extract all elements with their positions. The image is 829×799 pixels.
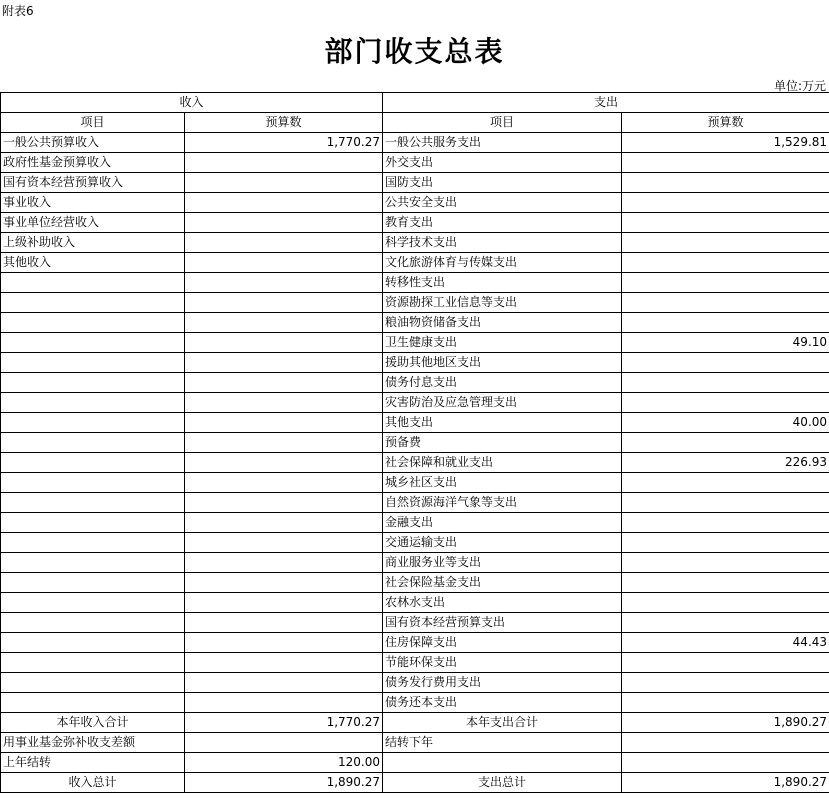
income-item-cell (1, 373, 185, 393)
page-title: 部门收支总表 (324, 35, 505, 68)
table-row (1, 233, 829, 253)
income-item-cell: 收入总计 (1, 773, 185, 793)
income-amount-cell (185, 493, 383, 513)
income-item-cell (1, 613, 185, 633)
expense-item-cell: 卫生健康支出 (383, 333, 622, 353)
expense-amount-cell (622, 673, 829, 693)
income-item-cell (1, 433, 185, 453)
income-item-cell: 一般公共预算收入 (1, 133, 185, 153)
income-amount-cell: 1,890.27 (185, 773, 383, 793)
income-amount-cell (185, 293, 383, 313)
income-item-cell (1, 453, 185, 473)
income-amount-cell (185, 433, 383, 453)
expense-amount-cell (622, 173, 829, 193)
table-row (1, 593, 829, 613)
table-row (1, 653, 829, 673)
income-amount-cell (185, 313, 383, 333)
expense-item-cell: 预备费 (383, 433, 622, 453)
expense-item-cell: 支出总计 (383, 773, 622, 793)
income-amount-cell (185, 233, 383, 253)
expense-amount-cell (622, 653, 829, 673)
header-row-sections (1, 93, 829, 113)
expense-item-cell: 金融支出 (383, 513, 622, 533)
expense-item-cell: 国防支出 (383, 173, 622, 193)
income-amount-cell: 1,770.27 (185, 133, 383, 153)
expense-item-cell: 粮油物资储备支出 (383, 313, 622, 333)
income-item-cell (1, 533, 185, 553)
expense-item-cell: 外交支出 (383, 153, 622, 173)
table-row (1, 213, 829, 233)
expense-amount-cell (622, 193, 829, 213)
expense-amount-cell (622, 373, 829, 393)
income-amount-cell (185, 693, 383, 713)
income-item-cell (1, 493, 185, 513)
table-row (1, 553, 829, 573)
expense-budget-header: 预算数 (622, 113, 829, 133)
table-row (1, 473, 829, 493)
income-amount-cell (185, 553, 383, 573)
expense-header: 支出 (383, 93, 829, 113)
budget-table (0, 92, 829, 793)
income-amount-cell (185, 733, 383, 753)
expense-item-cell: 资源勘探工业信息等支出 (383, 293, 622, 313)
attachment-label: 附表6 (2, 4, 34, 18)
income-amount-cell (185, 273, 383, 293)
table-row (1, 253, 829, 273)
table-row (1, 633, 829, 653)
income-header: 收入 (1, 93, 383, 113)
table-row (1, 333, 829, 353)
expense-item-cell: 商业服务业等支出 (383, 553, 622, 573)
expense-amount-cell (622, 473, 829, 493)
expense-item-cell: 债务还本支出 (383, 693, 622, 713)
expense-item-cell: 公共安全支出 (383, 193, 622, 213)
table-row (1, 273, 829, 293)
income-amount-cell (185, 613, 383, 633)
expense-amount-cell (622, 733, 829, 753)
expense-item-cell: 灾害防治及应急管理支出 (383, 393, 622, 413)
expense-amount-cell: 1,890.27 (622, 773, 829, 793)
income-item-cell (1, 673, 185, 693)
income-item-cell: 政府性基金预算收入 (1, 153, 185, 173)
income-amount-cell (185, 573, 383, 593)
income-amount-cell (185, 533, 383, 553)
income-amount-cell (185, 473, 383, 493)
expense-amount-cell (622, 693, 829, 713)
table-row (1, 693, 829, 713)
expense-item-cell: 债务发行费用支出 (383, 673, 622, 693)
expense-item-cell: 本年支出合计 (383, 713, 622, 733)
expense-item-cell: 国有资本经营预算支出 (383, 613, 622, 633)
income-item-cell: 本年收入合计 (1, 713, 185, 733)
expense-amount-cell (622, 753, 829, 773)
income-amount-cell (185, 373, 383, 393)
table-row (1, 573, 829, 593)
unit-label: 单位:万元 (773, 79, 826, 93)
table-row (1, 413, 829, 433)
expense-amount-cell (622, 493, 829, 513)
expense-amount-cell (622, 573, 829, 593)
expense-amount-cell (622, 293, 829, 313)
income-item-cell (1, 653, 185, 673)
income-item-cell (1, 593, 185, 613)
expense-amount-cell: 1,890.27 (622, 713, 829, 733)
expense-amount-cell (622, 553, 829, 573)
income-amount-cell (185, 453, 383, 473)
table-row (1, 453, 829, 473)
expense-amount-cell (622, 533, 829, 553)
expense-amount-cell (622, 393, 829, 413)
expense-item-cell (383, 753, 622, 773)
income-item-cell (1, 313, 185, 333)
table-row (1, 293, 829, 313)
summary-row (1, 753, 829, 773)
income-amount-cell (185, 153, 383, 173)
expense-item-cell: 社会保障和就业支出 (383, 453, 622, 473)
expense-amount-cell: 1,529.81 (622, 133, 829, 153)
income-item-cell (1, 293, 185, 313)
income-amount-cell (185, 633, 383, 653)
table-row (1, 193, 829, 213)
expense-amount-cell: 49.10 (622, 333, 829, 353)
expense-amount-cell (622, 613, 829, 633)
income-item-cell: 上年结转 (1, 753, 185, 773)
income-amount-cell (185, 353, 383, 373)
expense-amount-cell: 226.93 (622, 453, 829, 473)
income-item-cell: 上级补助收入 (1, 233, 185, 253)
expense-item-cell: 科学技术支出 (383, 233, 622, 253)
table-row (1, 493, 829, 513)
expense-item-cell: 一般公共服务支出 (383, 133, 622, 153)
expense-amount-cell: 40.00 (622, 413, 829, 433)
table-row (1, 353, 829, 373)
table-row (1, 313, 829, 333)
table-row (1, 133, 829, 153)
expense-amount-cell (622, 513, 829, 533)
expense-item-cell: 社会保险基金支出 (383, 573, 622, 593)
income-amount-cell (185, 653, 383, 673)
expense-item-cell: 教育支出 (383, 213, 622, 233)
table-row (1, 533, 829, 553)
income-item-cell (1, 333, 185, 353)
expense-amount-cell (622, 153, 829, 173)
table-row (1, 173, 829, 193)
expense-item-cell: 债务付息支出 (383, 373, 622, 393)
expense-amount-cell (622, 273, 829, 293)
expense-amount-cell (622, 233, 829, 253)
income-item-cell: 用事业基金弥补收支差额 (1, 733, 185, 753)
income-amount-cell: 120.00 (185, 753, 383, 773)
income-amount-cell (185, 513, 383, 533)
summary-row (1, 713, 829, 733)
table-row (1, 513, 829, 533)
expense-amount-cell (622, 433, 829, 453)
expense-amount-cell (622, 313, 829, 333)
income-amount-cell (185, 173, 383, 193)
income-item-cell (1, 553, 185, 573)
income-item-cell (1, 513, 185, 533)
expense-item-cell: 结转下年 (383, 733, 622, 753)
income-item-header: 项目 (1, 113, 185, 133)
expense-item-cell: 转移性支出 (383, 273, 622, 293)
expense-amount-cell (622, 213, 829, 233)
income-item-cell (1, 573, 185, 593)
income-item-cell: 事业单位经营收入 (1, 213, 185, 233)
income-amount-cell (185, 673, 383, 693)
expense-item-cell: 节能环保支出 (383, 653, 622, 673)
expense-item-cell: 交通运输支出 (383, 533, 622, 553)
income-item-cell: 事业收入 (1, 193, 185, 213)
income-amount-cell: 1,770.27 (185, 713, 383, 733)
summary-row (1, 773, 829, 793)
income-amount-cell (185, 213, 383, 233)
expense-item-cell: 其他支出 (383, 413, 622, 433)
table-row (1, 393, 829, 413)
income-amount-cell (185, 253, 383, 273)
expense-amount-cell (622, 353, 829, 373)
income-item-cell (1, 353, 185, 373)
table-row (1, 373, 829, 393)
table-row (1, 433, 829, 453)
income-item-cell (1, 393, 185, 413)
income-item-cell (1, 413, 185, 433)
expense-item-cell: 城乡社区支出 (383, 473, 622, 493)
header-row-columns (1, 113, 829, 133)
expense-item-cell: 援助其他地区支出 (383, 353, 622, 373)
income-item-cell (1, 473, 185, 493)
expense-item-header: 项目 (383, 113, 622, 133)
income-item-cell (1, 633, 185, 653)
expense-item-cell: 住房保障支出 (383, 633, 622, 653)
income-amount-cell (185, 393, 383, 413)
summary-row (1, 733, 829, 753)
income-amount-cell (185, 333, 383, 353)
income-item-cell: 其他收入 (1, 253, 185, 273)
income-amount-cell (185, 193, 383, 213)
expense-item-cell: 自然资源海洋气象等支出 (383, 493, 622, 513)
income-item-cell: 国有资本经营预算收入 (1, 173, 185, 193)
table-row (1, 613, 829, 633)
table-row (1, 153, 829, 173)
income-budget-header: 预算数 (185, 113, 383, 133)
expense-item-cell: 文化旅游体育与传媒支出 (383, 253, 622, 273)
expense-amount-cell (622, 253, 829, 273)
income-amount-cell (185, 593, 383, 613)
income-amount-cell (185, 413, 383, 433)
budget-table-body (1, 93, 829, 793)
table-row (1, 673, 829, 693)
expense-amount-cell (622, 593, 829, 613)
expense-amount-cell: 44.43 (622, 633, 829, 653)
expense-item-cell: 农林水支出 (383, 593, 622, 613)
income-item-cell (1, 273, 185, 293)
income-item-cell (1, 693, 185, 713)
